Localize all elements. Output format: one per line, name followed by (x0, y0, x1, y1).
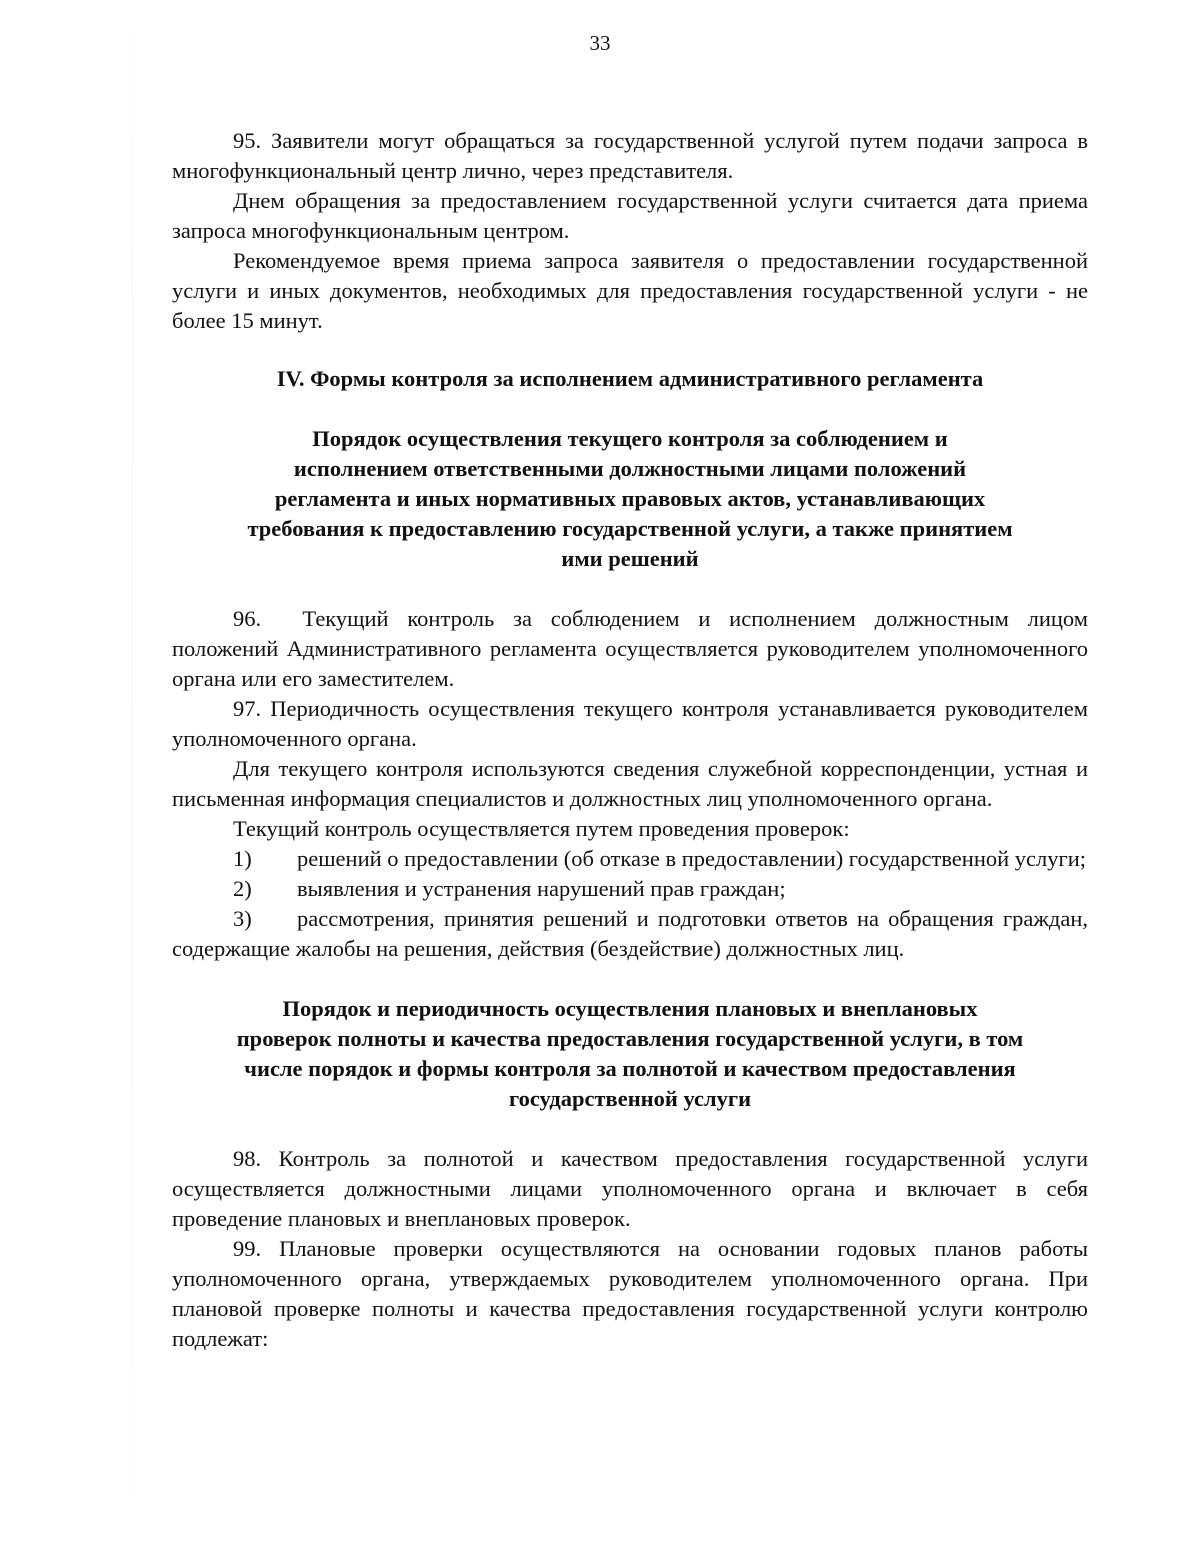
list-item-number: 3) (233, 906, 252, 931)
scan-margin-shadow (132, 0, 133, 1547)
page-body (172, 126, 1088, 1354)
list-item (172, 904, 1088, 964)
current-control-heading (172, 424, 1088, 574)
list-item-text: рассмотрения, принятия решений и подготовки ответов на обращения граждан, содержащие жалобы на решения, действия (бездействие) должностных лиц. (172, 906, 1088, 961)
planned-checks-heading (172, 994, 1088, 1114)
paragraph-95-date: Днем обращения за предоставлением государственной услуги считается дата приема запроса многофункциональным центром. (172, 188, 1088, 243)
list-item (172, 874, 1088, 904)
list-item-number: 1) (233, 846, 252, 871)
heading-line: Порядок осуществления текущего контроля за соблюдением и (312, 426, 948, 451)
heading-line: государственной услуги (508, 1086, 752, 1111)
heading-line: проверок полноты и качества предоставления государственной услуги, в том (236, 1026, 1024, 1051)
list-item (172, 844, 1088, 874)
list-item-number: 2) (233, 876, 252, 901)
heading-line: регламента и иных нормативных правовых актов, устанавливающих (274, 486, 986, 511)
paragraph-99: 99. Плановые проверки осуществляются на основании годовых планов работы уполномоченного органа, утверждаемых руководителем уполномоченного органа. При плановой проверке полноты и качества предоставления государственной услуги контролю подлежат: (172, 1236, 1088, 1351)
paragraph-97-checks: Текущий контроль осуществляется путем проведения проверок: (233, 816, 850, 841)
list-item-text: решений о предоставлении (об отказе в предоставлении) государственной услуги; (297, 846, 1087, 871)
heading-line: исполнением ответственными должностными лицами положений (293, 456, 967, 481)
paragraph-98: 98. Контроль за полнотой и качеством предоставления государственной услуги осуществляется должностными лицами уполномоченного органа и включает в себя проведение плановых и внеплановых проверок. (172, 1146, 1088, 1231)
heading-line: требования к предоставлению государственной услуги, а также принятием (247, 516, 1013, 541)
paragraph-95-time: Рекомендуемое время приема запроса заявителя о предоставлении государственной услуги и иных документов, необходимых для предоставления государственной услуги - не более 15 минут. (172, 248, 1088, 333)
list-item-text: выявления и устранения нарушений прав граждан; (297, 876, 786, 901)
paragraph-96: 96. Текущий контроль за соблюдением и исполнением должностным лицом положений Административного регламента осуществляется руководителем уполномоченного органа или его заместителем. (172, 606, 1088, 691)
paragraph-95: 95. Заявители могут обращаться за государственной услугой путем подачи запроса в многофункциональный центр лично, через представителя. (172, 128, 1088, 183)
page-number: 33 (589, 31, 611, 55)
paragraph-97-sources: Для текущего контроля используются сведения служебной корреспонденции, устная и письменная информация специалистов и должностных лиц уполномоченного органа. (172, 756, 1088, 811)
heading-line: ими решений (561, 546, 699, 571)
part-iv-heading: IV. Формы контроля за исполнением административного регламента (276, 366, 984, 391)
heading-line: Порядок и периодичность осуществления плановых и внеплановых (282, 996, 978, 1021)
heading-line: числе порядок и формы контроля за полнотой и качеством предоставления (244, 1056, 1016, 1081)
paragraph-97: 97. Периодичность осуществления текущего контроля устанавливается руководителем уполномоченного органа. (172, 696, 1088, 751)
